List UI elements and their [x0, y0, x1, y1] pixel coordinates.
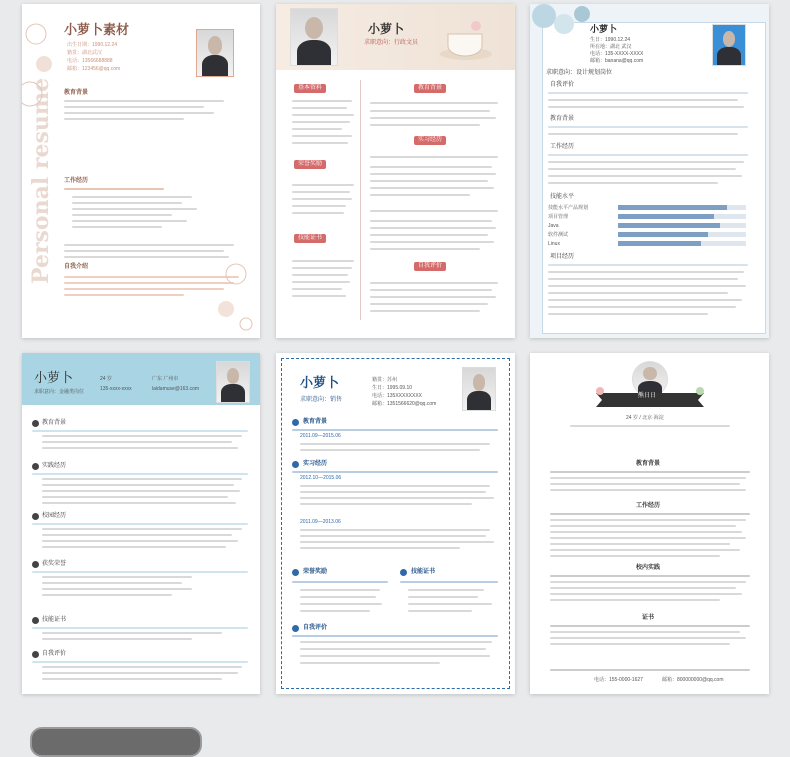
section-title: 教育背景 — [636, 461, 661, 467]
skill-label: 项目管理 — [548, 214, 569, 220]
info-line: 24 岁 / 北京·海淀 — [626, 415, 664, 421]
skill-label: 软件测试 — [548, 232, 569, 238]
bottom-label-pill[interactable] — [30, 727, 202, 757]
job-intention: 求职意向：销售 — [300, 397, 343, 403]
section-title: 荣誉奖励 — [303, 569, 328, 575]
section-title: 自我评价 — [550, 82, 575, 88]
section-title: 项目经历 — [550, 254, 575, 260]
section-title: 实践经历 — [42, 463, 67, 469]
resume-name: 小萝卜 — [34, 370, 74, 385]
skill-bar-fill — [618, 205, 727, 210]
skill-bar — [618, 232, 746, 237]
skill-row — [548, 213, 748, 221]
timeline-date: 2012.10—2015.06 — [300, 475, 342, 481]
resume-template-ribbon[interactable] — [530, 353, 769, 694]
info-line: 籍贯：苏州 — [372, 377, 398, 383]
info-line: 电话：135XXXXXXXX — [372, 393, 423, 399]
profile-photo — [462, 367, 496, 411]
section-title: 教育背景 — [64, 90, 89, 96]
skill-row — [548, 222, 748, 230]
info-line: 电话：13566688888 — [67, 58, 113, 64]
section-title: 技能证书 — [411, 569, 436, 575]
profile-photo — [712, 24, 746, 66]
footer-email: 邮箱：800000000@qq.com — [662, 677, 724, 683]
profile-photo — [196, 29, 234, 77]
section-title: 荣誉奖励 — [294, 160, 326, 169]
section-title: 技能水平 — [550, 194, 575, 200]
section-title: 教育背景 — [550, 116, 575, 122]
info-line: 邮箱：123456@qq.com — [67, 66, 121, 72]
info-line: 邮箱：1351566620@qq.com — [372, 401, 437, 407]
info-line: 135-xxxx-xxxx — [100, 386, 132, 392]
info-line: 生日：1990.12.24 — [590, 37, 631, 43]
skill-label: Linux — [548, 241, 560, 247]
timeline-date: 2011.09—2015.06 — [300, 433, 341, 439]
skills-chart — [548, 204, 748, 249]
section-title: 自我评价 — [42, 651, 67, 657]
section-title: 校园经历 — [42, 513, 67, 519]
info-line: 生日：1995.09.10 — [372, 385, 413, 391]
skill-bar — [618, 205, 746, 210]
section-title: 教育背景 — [42, 420, 67, 426]
info-line: 所在地：湖北 武汉 — [590, 44, 632, 50]
section-title: 工作经历 — [636, 503, 661, 509]
info-line: 籍贯：湖北武汉 — [67, 50, 103, 56]
resume-name: 小萝卜 — [368, 22, 405, 36]
resume-name: 小萝卜 — [300, 375, 340, 390]
skill-bar — [618, 214, 746, 219]
section-title: 获奖荣誉 — [42, 561, 67, 567]
section-title: 校内实践 — [636, 565, 661, 571]
resume-template-coffee[interactable] — [276, 4, 515, 338]
skill-row — [548, 204, 748, 212]
section-title: 证书 — [642, 615, 655, 621]
coffee-cup-icon — [436, 18, 496, 62]
skill-label: 技能水平产品规划 — [548, 205, 589, 211]
skill-row — [548, 240, 748, 248]
resume-template-blue-frame[interactable] — [530, 4, 769, 338]
skill-row — [548, 231, 748, 239]
content-frame — [542, 22, 766, 334]
skill-bar — [618, 223, 746, 228]
timeline-date: 2011.09—2013.06 — [300, 519, 341, 525]
info-line: 24 岁 — [100, 376, 112, 382]
skill-bar — [618, 241, 746, 246]
floral-decoration — [22, 4, 62, 124]
profile-photo — [290, 8, 338, 66]
section-title: 实习经历 — [414, 136, 446, 145]
footer-phone: 电话：155-0000-1627 — [594, 677, 643, 683]
watermark-text: Personal resume — [28, 77, 54, 284]
resume-name: 小萝卜素材 — [64, 22, 130, 37]
resume-name: 熊日日 — [638, 393, 657, 399]
section-title: 工作经历 — [64, 178, 89, 184]
info-line: 出生日期：1990.12.24 — [67, 42, 118, 48]
skill-bar-fill — [618, 214, 714, 219]
skill-bar-fill — [618, 223, 720, 228]
section-title: 教育背景 — [414, 84, 446, 93]
resume-name: 小萝卜 — [590, 24, 618, 34]
skill-bar-fill — [618, 232, 708, 237]
profile-photo — [216, 361, 250, 403]
job-intention: 求职意向：行政文员 — [364, 40, 419, 46]
section-title: 实习经历 — [303, 461, 328, 467]
job-intention: 求职意向：金融类岗位 — [34, 389, 85, 395]
info-line: 电话：135-XXXX-XXXX — [590, 51, 644, 57]
section-title: 自我评价 — [303, 625, 328, 631]
section-title: 教育背景 — [303, 419, 328, 425]
skill-bar-fill — [618, 241, 701, 246]
section-title: 技能证书 — [42, 617, 67, 623]
section-title: 基本资料 — [294, 84, 326, 93]
resume-template-floral[interactable] — [22, 4, 260, 338]
skill-label: Java — [548, 223, 559, 229]
section-title: 自我介绍 — [64, 264, 89, 270]
section-title: 自我评价 — [414, 262, 446, 271]
info-line: laidamuse@163.com — [152, 386, 200, 392]
info-line: 广东 广州市 — [152, 376, 179, 382]
info-line: 邮箱：banana@qq.com — [590, 58, 644, 64]
resume-template-navy[interactable] — [276, 353, 515, 694]
resume-template-lightblue[interactable] — [22, 353, 260, 694]
section-title: 技能证书 — [294, 234, 326, 243]
floral-decoration — [212, 254, 260, 338]
section-title: 工作经历 — [550, 144, 575, 150]
job-intention: 求职意向：设计规划岗位 — [546, 70, 613, 76]
